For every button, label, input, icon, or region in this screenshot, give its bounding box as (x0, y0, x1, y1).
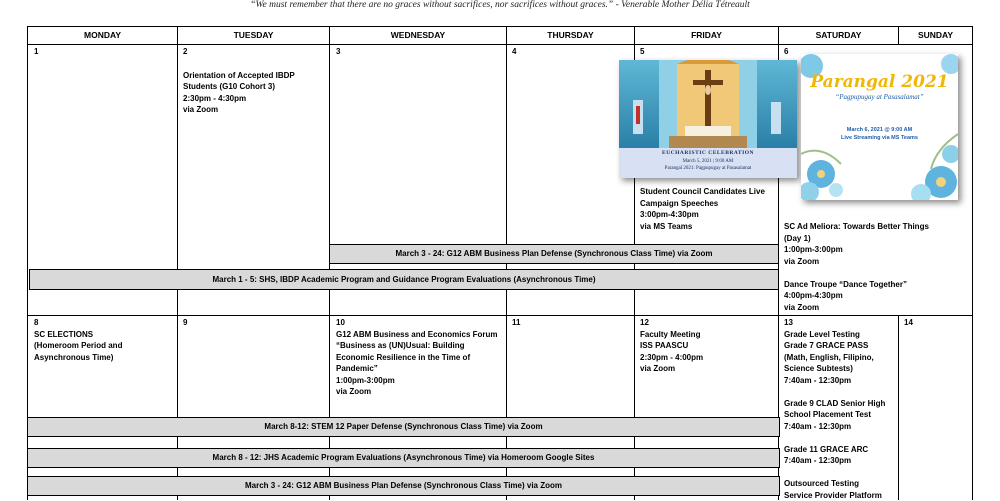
header-monday: MONDAY (28, 27, 177, 44)
date-number: 10 (336, 317, 504, 329)
parangal-title: Parangal 2021 (801, 72, 958, 92)
header-wednesday: WEDNESDAY (330, 27, 506, 44)
event-text: Grade Level Testing Grade 7 GRACE PASS (Math, English, Filipino, Science Subtests) 7:40am - 12:30pm Grade 9 CLAD Senior High School Placement Test 7:40am - 12:30pm Grade 11 GRACE ARC 7:40am - 12:30pm Outsourced Testing Service Provider Platform (784, 329, 896, 501)
date-number: 8 (34, 317, 174, 329)
day-cell-1 (34, 46, 38, 58)
day-cell-2 (183, 46, 328, 116)
event-text: SC Ad Meliora: Towards Better Things (Day 1) 1:00pm-3:00pm via Zoom Dance Troupe “Dance Together” 4:00pm-4:30pm via Zoom (784, 221, 969, 313)
event-text: SC ELECTIONS (Homeroom Period and Asynchronous Time) (34, 329, 174, 364)
event-text: Faculty Meeting ISS PAASCU 2:30pm - 4:00pm via Zoom (640, 329, 776, 375)
day-cell-3 (336, 46, 340, 58)
day-cell-10 (336, 317, 504, 398)
header-thursday: THURSDAY (507, 27, 634, 44)
banner-jhs-evaluations: March 8 - 12: JHS Academic Program Evaluations (Asynchronous Time) via Homeroom Google Sites (27, 448, 780, 468)
day-cell-5 (640, 46, 780, 58)
parangal-stream: Live Streaming via MS Teams (801, 135, 958, 141)
parangal-subtitle: “Pagpupugay at Pasasalamat” (801, 93, 958, 101)
date-number: 9 (183, 317, 187, 329)
date-number: 3 (336, 46, 340, 58)
date-number: 11 (512, 317, 520, 329)
banner-stem12-defense: March 8-12: STEM 12 Paper Defense (Synchronous Class Time) via Zoom (27, 417, 780, 437)
date-number: 14 (904, 317, 913, 329)
date-number: 5 (640, 46, 780, 58)
event-text: Orientation of Accepted IBDP Students (G10 Cohort 3) 2:30pm - 4:30pm via Zoom (183, 70, 328, 116)
date-number: 12 (640, 317, 776, 329)
date-number: 1 (34, 46, 38, 58)
header-sunday: SUNDAY (899, 27, 972, 44)
header-friday: FRIDAY (635, 27, 778, 44)
eucharist-date: March 5, 2021 | 9:00 AM (619, 159, 797, 164)
day-cell-4 (512, 46, 516, 58)
date-number: 4 (512, 46, 516, 58)
date-number: 13 (784, 317, 896, 329)
day-cell-11 (512, 317, 520, 329)
day-cell-9 (183, 317, 187, 329)
banner-shs-ibdp-evaluations: March 1 - 5: SHS, IBDP Academic Program and Guidance Program Evaluations (Asynchronous Time) (29, 269, 779, 290)
day-cell-8 (34, 317, 174, 363)
header-tuesday: TUESDAY (178, 27, 329, 44)
day-cell-13 (784, 317, 896, 501)
header-saturday: SATURDAY (779, 27, 898, 44)
eucharist-poster (619, 60, 797, 178)
quote: “We must remember that there are no graces without sacrifices, nor sacrifices without graces.” - Venerable Mother Délia Tétreault (0, 0, 1000, 10)
eucharist-subtitle: Parangal 2021: Pagpupugay at Pasasalamat (619, 166, 797, 171)
date-number: 6 (784, 46, 969, 58)
parangal-date: March 6, 2021 @ 9:00 AM (801, 127, 958, 133)
eucharist-title: EUCHARISTIC CELEBRATION (619, 150, 797, 156)
banner-abm-defense-week2: March 3 - 24: G12 ABM Business Plan Defense (Synchronous Class Time) via Zoom (27, 476, 780, 496)
event-text: G12 ABM Business and Economics Forum “Business as (UN)Usual: Building Economic Resilience in the Time of Pandemic” 1:00pm-3:00pm via Zoom (336, 329, 504, 398)
parangal-poster (801, 54, 958, 200)
banner-abm-defense-week1: March 3 - 24: G12 ABM Business Plan Defense (Synchronous Class Time) via Zoom (329, 244, 779, 264)
date-number: 2 (183, 46, 328, 58)
day-cell-14 (904, 317, 913, 329)
event-text: Student Council Candidates Live Campaign Speeches 3:00pm-4:30pm via MS Teams (640, 186, 780, 232)
day-cell-12 (640, 317, 776, 375)
